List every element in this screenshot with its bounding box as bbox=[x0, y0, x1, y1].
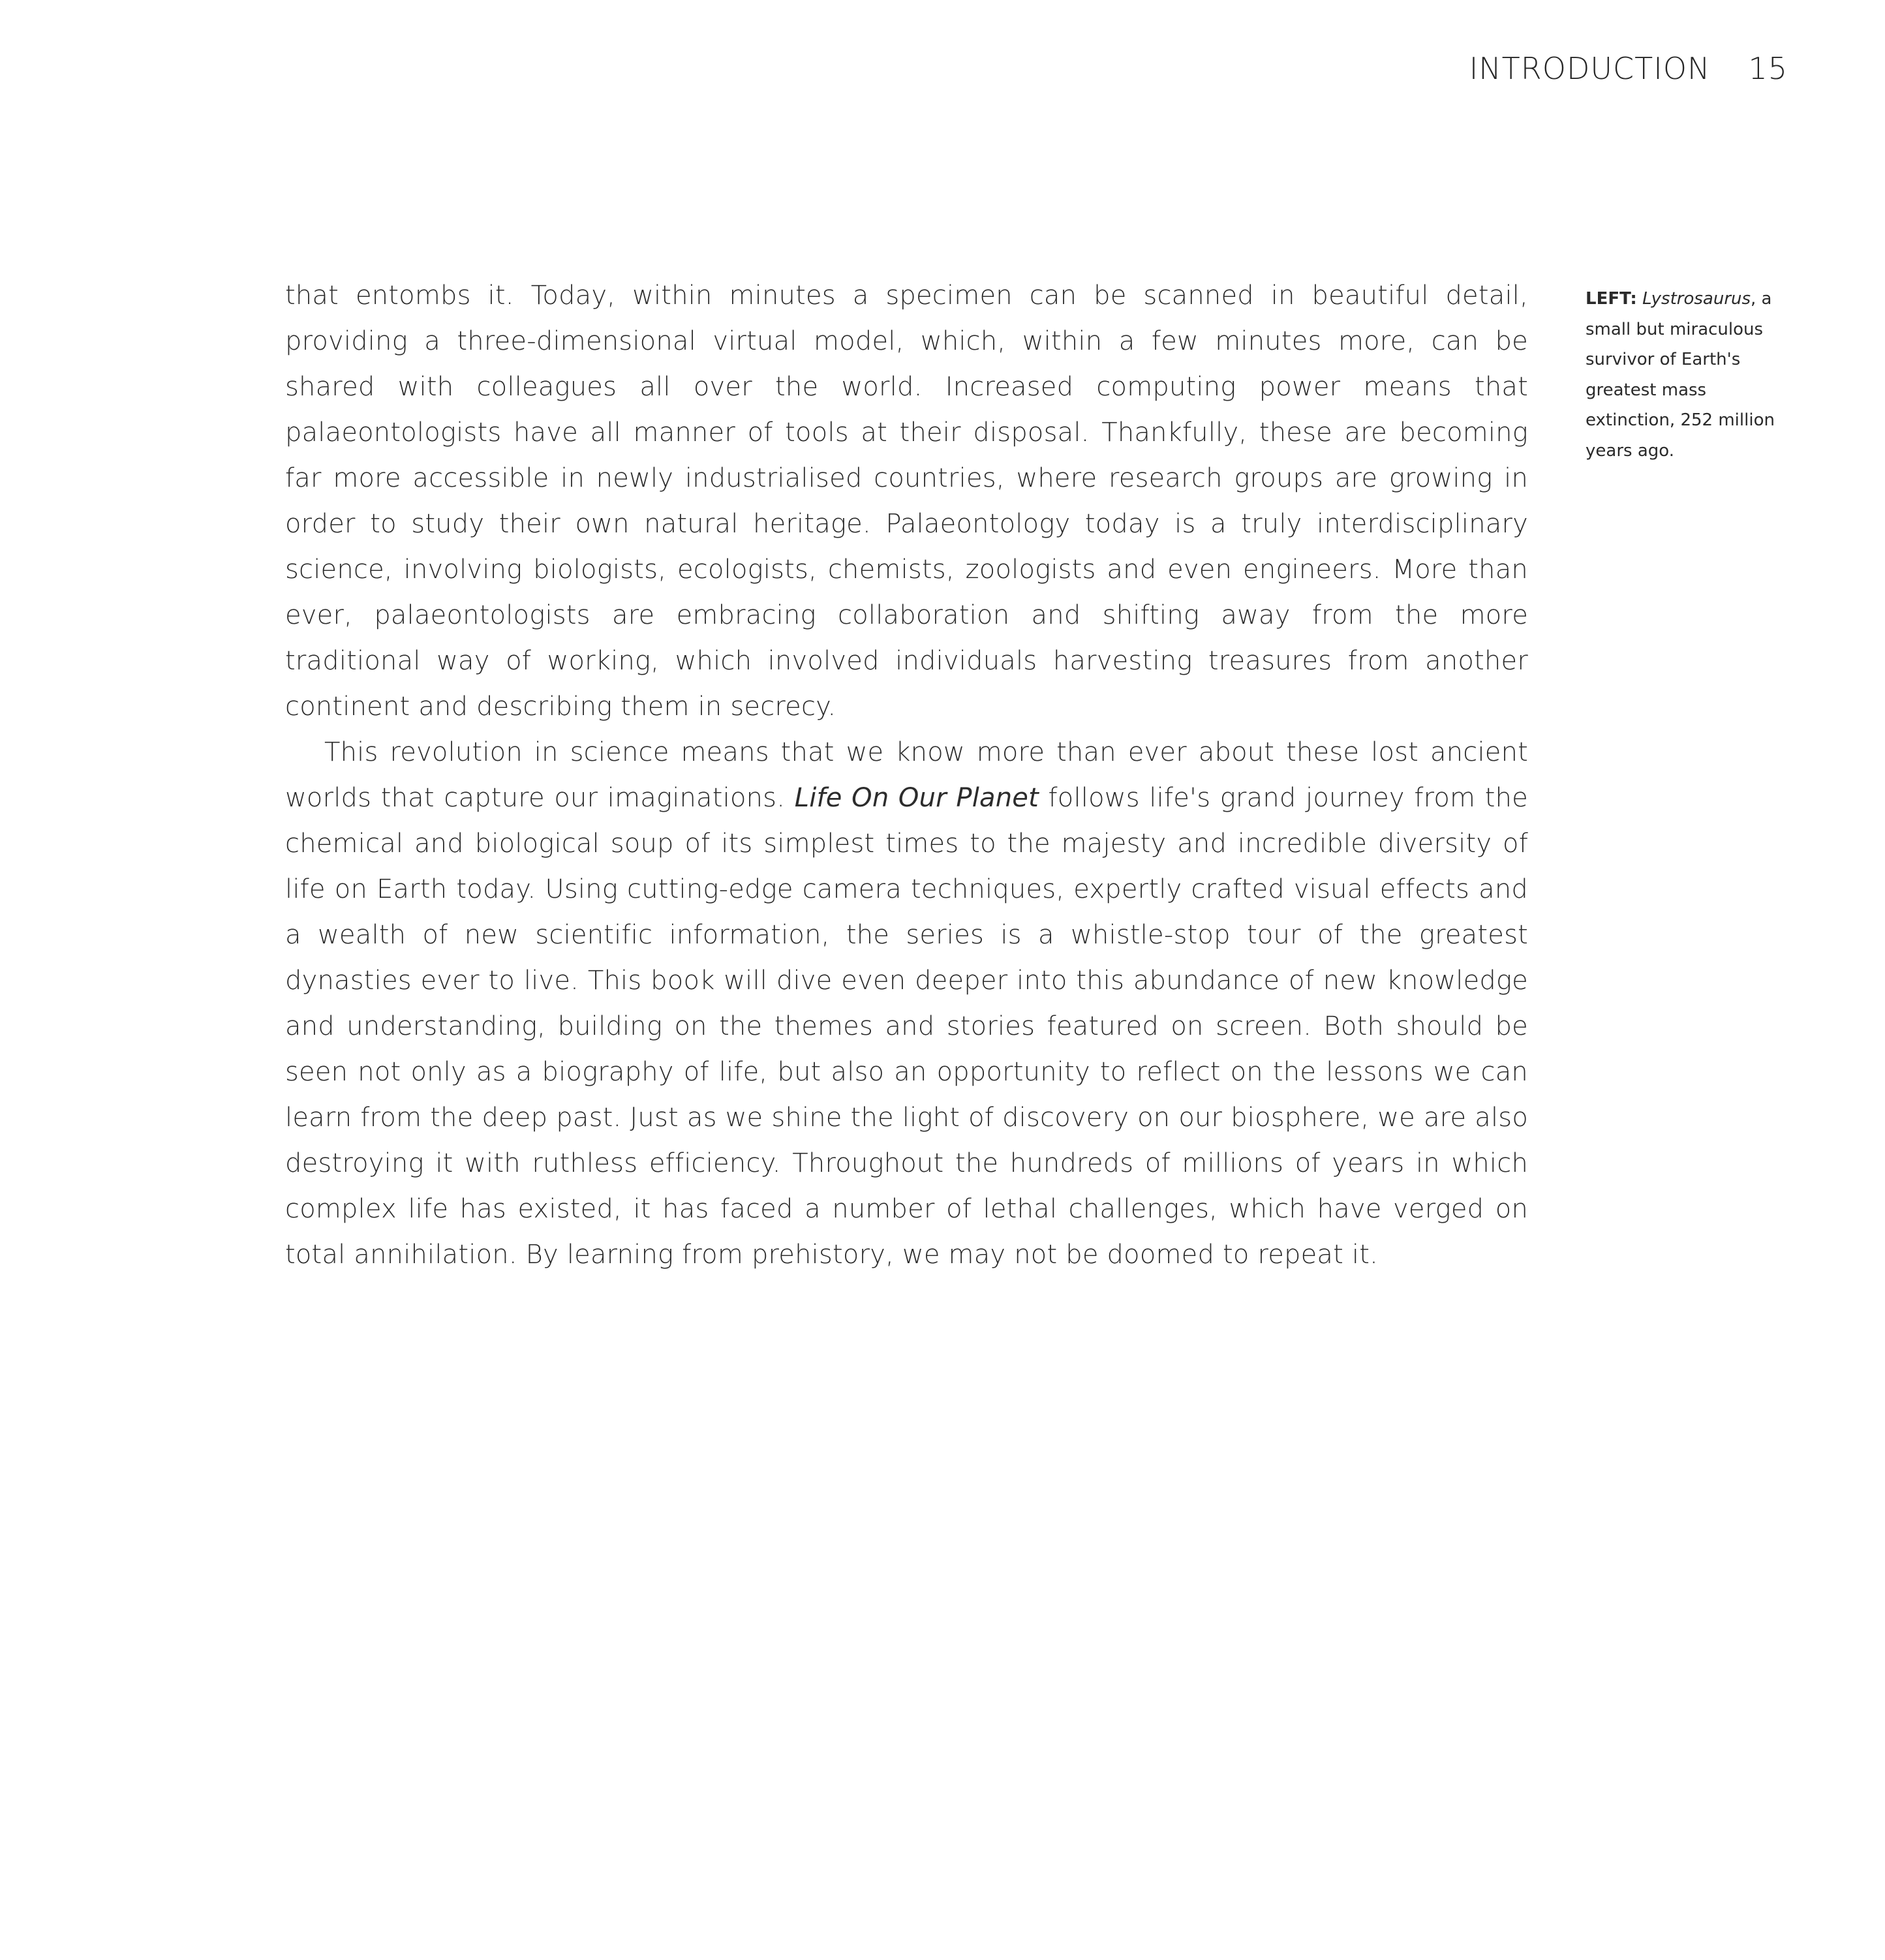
paragraph-2-rest: follows life's grand journey from the chemical and biological soup of its simplest times to the majesty and incredible diversity of life on Earth today. Using cutting-edge camera techniques, expertly crafted visual effects and a wealth of new scientific information, the series is a whistle-stop tour of the greatest dynasties ever to live. This book will dive even deeper into this abundance of new knowledge and understanding, building on the themes and stories featured on screen. Both should be seen not only as a biography of life, but also an opportunity to reflect on the lessons we can learn from the deep past. Just as we shine the light of discovery on our biosphere, we are also destroying it with ruthless efficiency. Throughout the hundreds of millions of years in which complex life has existed, it has faced a number of lethal challenges, which have verged on total annihilation. By learning from prehistory, we may not be doomed to repeat it. bbox=[285, 783, 1528, 1270]
caption-subject: Lystrosaurus bbox=[1642, 289, 1751, 309]
paragraph-2 bbox=[285, 729, 1528, 1278]
image-caption bbox=[1586, 284, 1794, 466]
section-title: INTRODUCTION bbox=[1469, 51, 1711, 86]
running-head bbox=[1435, 51, 1788, 86]
caption-label: LEFT: bbox=[1586, 289, 1637, 309]
paragraph-1: that entombs it. Today, within minutes a specimen can be scanned in beautiful detail, providing a three-dimensional virtual model, which, within a few minutes more, can be shared with colleagues all over the world. Increased computing power means that palaeontologists have all manner of tools at their disposal. Thankfully, these are becoming far more accessible in newly industrialised countries, where research groups are growing in order to study their own natural heritage. Palaeontology today is a truly interdisciplinary science, involving biologists, ecologists, chemists, zoologists and even engineers. More than ever, palaeontologists are embracing collaboration and shifting away from the more traditional way of working, which involved individuals harvesting treasures from another continent and describing them in secrecy. bbox=[285, 281, 1528, 722]
caption-text: , a small but miraculous survivor of Earth's greatest mass extinction, 252 million years ago. bbox=[1586, 289, 1775, 461]
paragraph-2-lead: This revolution in science means that we know more than ever about these lost ancient worlds that capture our imaginations. bbox=[285, 737, 1528, 813]
body-text bbox=[285, 273, 1528, 1278]
page-number: 15 bbox=[1748, 51, 1788, 86]
series-title: Life On Our Planet bbox=[794, 783, 1039, 813]
